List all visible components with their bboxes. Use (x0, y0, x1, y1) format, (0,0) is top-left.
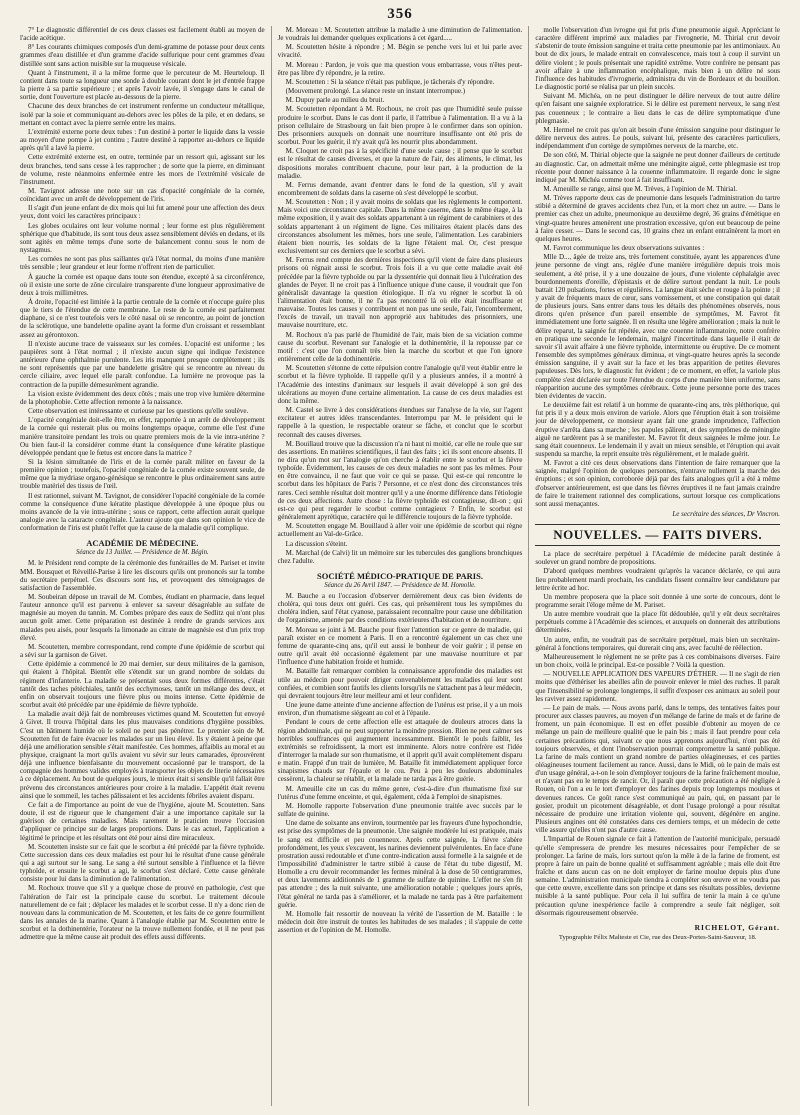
article-paragraph: M. Cloquet ne croit pas à la spécificité d'une seule cause ; il pense que le scorbut est le résultat de causes diverses, et que la nature de l'air, des aliments, le climat, les dispositions morales contribuent chacune, pour leur part, à la production de la maladie. (277, 147, 523, 180)
article-paragraph: Suivant M. Michéa, on ne peut distinguer le délire nerveux de tout autre délire qu'en faisant une saignée exploratrice. Si le délire est purement nerveux, le sang n'est pas couenneux ; le contraire a lieu dans le cas de délire symptomatique d'une phlegmasie. (535, 92, 781, 125)
article-paragraph: M. Ferrus demande, avant d'entrer dans le fond de la question, s'il y avait encombrement de soldats dans la caserne où s'est développé le scorbut. (277, 180, 523, 197)
section-rule-bottom (535, 545, 780, 546)
article-paragraph: Une dame de soixante ans environ, tourmentée par les frayeurs d'une hypochondrie, est prise des symptômes de la pneumonie. Une saignée modérée lui est pratiquée, mais le sang est difficile et peu couenneux. Après cette saignée, la fièvre s'abère profondément, les yeux s'excavent, les narines deviennent pulvérulentes. En face d'une prostration aussi redoutable et d'une contre-indication aussi formelle à la saignée et de l'impossibilité d'administrer le tartre stibié à cause de l'état du tube digestif, M. Homolle a cru devoir recommander les fermes minéral à la dose de 50 centigrammes, et deux lavements additionnés de 1 gramme de sulfate de quinine. L'effet ne s'en fit pas attendre ; des la nuit suivante, une amélioration notable ; quelques jours après, l'état général ne tarda pas à s'améliorer, et la malade ne tarda pas à être parfaitement guérie. (277, 819, 523, 909)
article-paragraph: Une jeune dame atteinte d'une ancienne affection de l'utérus est prise, il y a un mois environ, d'un rhumatisme siégeant au col et à l'épaule. (277, 701, 523, 718)
article-paragraph: La place de secrétaire perpétuel à l'Académie de médecine paraît destinée à soulever un grand nombre de propositions. (535, 550, 781, 567)
article-paragraph: M. Marchal (de Calvi) lit un mémoire sur les tubercules des ganglions bronchiques chez l'adulte. (277, 548, 523, 565)
article-paragraph: molle l'observation d'un ivrogne qui fut pris d'une pneumonie aiguë. Appréciant le caractère différent imprimé aux maladies par l'ivrognerie, M. Thirial crut devoir s'abstenir de toute émission sanguine et traita cette pneumonie par les antimoniaux. Au bout de dix jours, le malade entrait en convalescence, mais tout à coup il survint un délire violent ; le pouls présentait une rapidité extrême. Votre confrère ne pensant pas avoir affaire à une inflammation encéphalique, mais bien à un délire né sous l'influence des habitudes d'ivrognerie, administra du vin de Bordeaux et du bouillon. Le diagnostic porté se réalisa par un plein succès. (535, 26, 781, 92)
article-paragraph: M. Ferrus rend compte des dernières inspections qu'il vient de faire dans plusieurs prisons où régnait aussi le scorbut. Trois fois il a vu que cette maladie avait été précédée par la fièvre typhoïde ou par la dyssentérie qui donnait lieu à l'ulcération des glandes de Peyer. Il ne croit pas à l'influence unique d'une cause, il voudrait que l'on généralisât davantage la question étiologique. Il n'a vu régner le scorbut là où l'alimentation était bonne, il ne l'a pas rencontré là où elle était insuffisante et mauvaise. Toutes les causes y contribuent et non pas une seule, l'air, l'encombrement, l'excès de travail, un travail non approprié aux habitudes des prisonniers, une mauvaise nourriture, etc. (277, 256, 523, 330)
academy-paragraphs (20, 559, 265, 941)
article-paragraph: Un autre membre voudrait que la place fût dédoublée, qu'il y eût deux secrétaires perpétuels comme à l'Académie des sciences, et auxquels on donnerait des attributions déterminées. (535, 610, 781, 635)
article-paragraph: Chacune des deux branches de cet instrument renferme un conducteur métallique, isolé par la soie et communiquant au-dehors avec les pôles de la pile, et en dedans, se mettant en contact avec la pierre serrée entre les mains. (20, 102, 265, 127)
article-paragraph: Les globes oculaires ont leur volume normal ; leur forme est plus régulièrement sphérique que d'habitude, ils sont tous deux assez sensiblement déviés en dedans, et ils sont agités en même temps d'une sorte de balancement connu sous le nom de nystagmus. (20, 221, 265, 255)
article-paragraph: M. Soubeiran dépose un travail de M. Combes, étudiant en pharmacie, dans lequel l'auteur annonce qu'il est parvenu à enlever sa saveur désagréable au sulfate de magnésie au moyen du tannin. M. Combes prépare des eaux de Sedlitz qui n'ont plus aucun goût amer. Cette préparation est destinée à rendre de grands services aux malades peu aisés, pour lesquels la limonade au citrate de magnésie est d'un prix trop élevé. (20, 593, 265, 642)
column-1 (14, 26, 271, 1106)
article-paragraph: Mlle D..., âgée de treize ans, très fortement constituée, ayant les apparences d'une jeune personne de vingt ans, réglée d'une manière irrégulière depuis trois mois seulement, a été prise, il y a une douzaine de jours, d'une violente céphalalgie avec bourdonnements d'oreille, d'épistaxis et de délire surtout pendant la nuit. Le pouls battait 120 pulsations, fortes et régulières. La langue était sèche et rouge à la pointe ; il y avait de fréquents maux de cœur, sans vomissement, et une constipation qui datait de plusieurs jours. Sans entrer dans tous les détails des phénomènes observés, nous dirons qu'en présence d'un pareil ensemble de symptômes, M. Favrot fit immédiatement une forte saignée. Il en résulta une légère amélioration ; mais la nuit le délire reparut, la saignée fut répétée, avec une couenne inflammatoire, notre confrère en pratiqua une seconde le lendemain, malgré l'incertitude dans laquelle il était de savoir s'il avait affaire à une fièvre typhoïde, intermittente ou éruptive. De ce moment l'ensemble des symptômes généraux diminua, et vingt-quatre heures après la seconde émission sanguine, il y avait sur la face et les bras apparition de petites élevures papuleuses. Dès lors, le diagnostic fut évident ; de ce moment, en effet, la variole plus complète s'est déclarée sur toute l'étendue du corps d'une manière bien uniforme, sans réapparition aucune des symptômes cérébraux. Cette jeune personne porte des traces bien évidentes de vaccin. (535, 253, 781, 400)
article-paragraph: M. Homolle rapporte l'observation d'une pneumonie traitée avec succès par le sulfate de quinine. (277, 801, 523, 819)
article-paragraph: L'extrémité externe porte deux tubes : l'un destiné à porter le liquide dans la vessie au moyen d'une pompe à jet continu ; l'autre destiné à rapporter au-dehors ce liquide après qu'il a lavé la pierre. (20, 127, 265, 153)
article-paragraph: La vision existe évidemment des deux côtés ; mais une trop vive lumière détermine de la photophobie. Cette affection remonte à la naissance. (20, 389, 265, 406)
column-1-paragraphs (20, 26, 265, 532)
society-heading: SOCIÉTÉ MÉDICO-PRATIQUE DE PARIS. (317, 571, 483, 581)
article-paragraph: M. Scoutetten insiste sur ce fait que le scorbut a été précédé par la fièvre typhoïde. Cette succession dans ces deux maladies est pour lui le résultat d'une cause générale qui a agi surtout sur le sang. Le sang a été surtout sensible à l'influence et la fièvre typhoïde, et ensuite le scorbut a agi, le scorbut s'est déclaré. Cette cause générale consiste pour lui dans la diminution de l'alimentation. (20, 842, 265, 884)
article-paragraph: À gauche la cornée est opaque dans toute son étendue, excepté à sa circonférence, où il existe une sorte de zône circulaire transparente d'une longueur approximative de deux à trois millimètres. (20, 272, 265, 297)
article-paragraph: M. Favrot a cité ces deux observations dans l'intention de faire remarquer que la saignée, malgré l'opinion de quelques personnes, n'entrave nullement la marche des éruptions ; et son opinion, corroborée déjà par des faits analogues qu'il a été à même d'observer antérieurement, est que dans les fièvres éruptives il ne faut jamais craindre de faire le traitement rationnel des complications, surtout lorsque ces complications sont aussi menaçantes. (535, 459, 781, 508)
article-paragraph: Si la lésion simultanée de l'iris et de la cornée paraît militer en faveur de la première opinion ; toutefois, l'opacité congéniale de la cornée existe souvent seule, de même que la mydriase organo-génésique se rencontre le plus ordinairement sans autre trouble matériel des tissus de l'œil. (20, 457, 265, 491)
article-paragraph: M. Bataille fait remarquer combien la connaissance approfondie des maladies est utile au médecin pour pouvoir diriger convenablement les maladies qui leur sont confiées, et combien sont fautifs les clients lorsqu'ils ne s'attachent pas à leur médecin, qui devraient toujours être leur meilleur ami et leur confident. (277, 667, 523, 700)
academy-heading: ACADÉMIE DE MÉDECINE. (86, 538, 199, 549)
article-paragraph: D'abord quelques membres voudraient qu'après la vacance déclarée, ce qui aura lieu probablement mardi prochain, les candidats fissent connaître leur candidature par lettre écrite ad hoc. (535, 567, 781, 592)
article-paragraph: Il n'existe aucune trace de vaisseaux sur les cornées. L'opacité est uniforme ; les paupières sont à l'état normal ; il n'existe aucun signe qui indique l'existence antérieure d'une ophthalmie purulente. Les iris manquent presque complètement ; ils ne sont représentés que par une bandelette grisâtre qui se rencontre au niveau du cercle ciliaire, avec lequel elle paraît confondue. La lumière ne provoque pas la contraction de la pupille démesurément agrandie. (20, 339, 265, 389)
article-paragraph: M. Scoutetten : Non ; il y avait moins de soldats que les règlements le comportent. Mais voici une circonstance capitale. Dans la même caserne, dans le même étage, à la même exposition, il y avait des soldats appartenant à un régiment de carabiniers et des soldats appartenant à un régiment de ligne. Ces militaires étaient placés dans des circonstances absolument les mêmes, hors une seule, l'alimentation. Les carabiniers étaient bien nourris, les soldats de la ligne l'étaient mal. Or, c'est presque exclusivement sur ces derniers que le scorbut a sévi. (277, 198, 523, 256)
article-paragraph: Cette épidémie a commencé le 20 mai dernier, sur deux militaires de la garnison, qui étaient à l'hôpital. Bientôt elle s'étendit sur un grand nombre de soldats du régiment d'infanterie. La maladie se présentait sous deux formes différentes, c'était tantôt des taches pétéchiales, tantôt des ecchymoses, tantôt un mélange des deux, et enfin on observait toujours une fièvre plus ou moins intense. Cette épidémie de scorbut avait été précédée par une épidémie de fièvre typhoïde. (20, 660, 265, 710)
society-session: Séance du 26 Avril 1847. — Présidence de M. Homolle. (324, 582, 476, 589)
article-paragraph: Quant à l'instrument, il a la même forme que le percuteur de M. Heurteloup. Il contient dans toute sa longueur une sonde à double courant dont le jet d'entrée frappe la pierre à sa partie supérieure ; et après l'avoir lavée, il s'engage dans le canal de sortie, dont l'ouverture est placée au-dessous de la pierre. (20, 68, 265, 102)
article-paragraph: M. Rochoux n'a pas parlé de l'humidité de l'air, mais bien de sa viciation comme cause du scorbut. Revenant sur l'analogie et la dothinentérie, il la repousse par ce motif : c'est que l'on connaît très bien la marche du scorbut et que l'on ignore entièrement celle de la dothinentérie. (277, 330, 523, 364)
article-paragraph: Il s'agit d'un jeune enfant de dix mois qui lui fut amené pour une affection des deux yeux, dont voici les caractères principaux : (20, 204, 265, 221)
article-paragraph: M. Scoutetten hésite à répondre ; M. Bégin se penche vers lui et lui parle avec vivacité. (277, 43, 523, 60)
article-paragraph: 7° Le diagnostic différentiel de ces deux classes est facilement établi au moyen de l'acide acétique. (20, 26, 265, 43)
column-3-paragraphs (535, 26, 780, 508)
article-paragraph: Cette observation est intéressante et curieuse par les questions qu'elle soulève. (28, 407, 249, 416)
article-paragraph: M. Scoutetten engage M. Bouillaud à aller voir une épidémie de scorbut qui règne actuellement au Val-de-Grâce. (277, 522, 523, 539)
article-paragraph: La maladie avait déjà fait de nombreuses victimes quand M. Scoutetten fut envoyé à Givet. Il trouva l'hôpital dans les plus mauvaises conditions d'hygiène possibles. C'est un bâtiment humide où le soleil ne peut pas pénétrer. Le premier soin de M. Scoutetten fut de faire évacuer les malades sur un lieu élevé. Ils y étaient à peine que déjà une amélioration sensible s'était manifestée. Ces hommes, affaiblis au moral et au physique, craignant la mort qu'ils avaient vu sévir sur leurs camarades, éprouvèrent déjà une influence bienfaisante du mouvement occasionné par le transport, de la compagnie des hommes valides employés à transporter les objets de literie nécessaires à ce déplacement. Au bout de quelques jours, le mieux était si sensible qu'il fallait être prévenu des circonstances antérieures pour croire à la maladie. L'appétit était revenu ainsi que le sommeil, les taches pâlissaient et les accidents fébriles avaient disparu. (20, 710, 265, 800)
article-paragraph: M. Tavignot adresse une note sur un cas d'opacité congéniale de la cornée, coïncidant avec un arrêt de développement de l'iris. (20, 186, 265, 204)
article-paragraph: M. Rochoux trouve que s'il y a quelque chose de prouvé en pathologie, c'est que l'altération de l'air est la principale cause du scorbut. Le traitement découle naturellement de ce fait ; déplacer les malades et le scorbut cesse. Il n'y a donc rien de nouveau dans la communication de M. Scoutetten, et les faits de ce genre fourmillent dans les annales de la marine. Quant à l'analogie établie par M. Scoutetten entre le scorbut et la dothinentérie, l'orateur ne la trouve nullement fondée, et il ne peut pas admettre que la même cause ait produit des effets aussi différents. (20, 884, 265, 942)
article-paragraph: M. Moreau : M. Scoutetten attribue la maladie à une diminution de l'alimentation. Je voudrais lui demander quelques explications à cet égard..... (277, 26, 523, 43)
news-heading: NOUVELLES. — FAITS DIVERS. (553, 527, 763, 543)
article-paragraph: M. Scoutetten : Si la séance n'était pas publique, je tâcherais d'y répondre. (285, 77, 495, 86)
article-paragraph: M. Moreau : Pardon, je vois que ma question vous embarrasse, vous n'êtes peut-être pas libre d'y répondre, je la retire. (277, 60, 523, 77)
article-paragraph: Il est rationnel, suivant M. Tavignot, de considérer l'opacité congéniale de la cornée comme la conséquence d'une kératite plastique développée à une époque plus ou moins avancée de la vie intra-utérine ; sous ce rapport, cette affection aurait quelque analogie avec la cataracte congéniale. L'auteur ajoute que dans son opinion le vice de conformation de l'iris est plutôt l'effet que la cause de la maladie qu'il complique. (20, 491, 265, 533)
column-3 (528, 26, 786, 1106)
article-paragraph: Les cornées ne sont pas plus saillantes qu'à l'état normal, du moins d'une manière très sensible ; leur grandeur et leur forme n'offrent rien de particulier. (20, 255, 265, 272)
article-paragraph: Un autre, enfin, ne voudrait pas de secrétaire perpétuel, mais bien un secrétaire-général à fonctions temporaires, qui durerait cinq ans, avec faculté de réélection. (535, 635, 781, 652)
article-paragraph: M. Scoutetten, membre correspondant, rend compte d'une épidémie de scorbut qui a sévi sur la garnison de Givet. (20, 642, 265, 660)
section-rule-top (535, 524, 780, 525)
article-paragraph: Cette extrémité externe est, en outre, terminée par un ressort qui, agissant sur les deux branches, tend sans cesse à les rapprocher ; de sorte que la pierre, en diminuant de volume, reste néanmoins enfermée entre les mors de l'extrémité vésicale de l'instrument. (20, 153, 265, 186)
secretary-signature: Le secrétaire des séances, Dr Vincron. (672, 510, 781, 519)
article-paragraph: M. Favrot communique les deux observations suivantes : (543, 244, 705, 253)
article-paragraph: Un membre proposera que la place soit donnée à une sorte de concours, dont le programme serait l'éloge même de M. Pariset. (535, 592, 781, 609)
article-paragraph: M. Scoutetten s'étonne de cette répulsion contre l'analogie qu'il veut établir entre le scorbut et la fièvre typhoïde. Il rappelle qu'il y a plusieurs années, il a montré à l'Académie des intestins d'animaux sur lesquels il avait développé à son gré des ulcérations au moyen d'une certaine alimentation. La cause de ces deux maladies est donc la même. (277, 364, 523, 405)
article-paragraph: De son côté, M. Thirial objecte que la saignée ne peut donner d'ailleurs de certitude au diagnostic. Car, on admettait même une méningite aiguë, cette phlegmasie est trop récente pour donner naissance à la couenne inflammatoire. Il regarde donc le signe indiqué par M. Michéa comme tout à fait insuffisant. (535, 151, 781, 184)
printer-name: RICHELOT, Gérant. (694, 922, 781, 932)
article-paragraph: À droite, l'opacité est limitée à la partie centrale de la cornée et n'occupe guère plus que le tiers de l'étendue de cette membrane. Le reste de la cornée est parfaitement diaphane, si ce n'est toutefois vers le côté nasal où se rencontre, au point de jonction de la sclérotique, une bandelette opaline ayant la forme d'un croissant et ressemblant assez au gérontoxon. (20, 298, 265, 339)
article-paragraph: L'opacité congéniale doit-elle être, en effet, rapportée à un arrêt de développement de la cornée qui resterait plus ou moins longtemps opaque, comme elle l'est d'une manière transitoire pendant les trois ou quatre premiers mois de la vie intra-utérine ? Ou bien faut-il la considérer comme étant la conséquence d'une kératite plastique développée pendant que le fœtus est encore dans la matrice ? (20, 416, 265, 457)
imprint-line: Typographie Félix Malteste et Cie, rue des Deux-Portes-Saint-Sauveur, 18. (558, 933, 757, 941)
article-paragraph: M. Bauche a eu l'occasion d'observer dernièrement deux cas bien évidents de choléra, qui tous deux ont guéri. Ces cas, qui présentèrent tous les symptômes du choléra indien, sauf l'état cyanose, paraissaient reconnaître pour cause une débilitation de l'organisme, amenée par des conditions extérieures d'habitation et de nourriture. (277, 592, 523, 625)
article-paragraph: L'Impartial de Rouen signale ce fait à l'attention de l'autorité municipale, persuadé qu'elle s'empressera de prendre les mesures nécessaires pour l'empêcher de se prolonger. La farine de maïs, lors surtout qu'on la mêle à de la farine de froment, est propre à faire un pain de bonne qualité et suffisamment agréable ; mais elle doit être fraîche et dans aucun cas on ne doit employer de farine moulue depuis plus d'une semaine. L'administration municipale tiendra à compléter son œuvre et ne voudra pas que cette œuvre, excellente dans son principe et dans ses résultats possibles, devienne nuisible à la santé publique. Pour cela il lui suffira de tenir la main à ce qu'une précaution qu'une inexpérience facile à comprendre a seule fait négliger, soit désormais rigoureusement observée. (535, 835, 781, 917)
article-paragraph: La discussion s'éteint. (285, 539, 348, 548)
society-paragraphs (278, 592, 523, 934)
article-paragraph: M. Castel se livre à des considérations étendues sur l'analyse de la vie, sur l'agent excitateur et autres idées transcendantes. Interrompu par M. le président qui le rappelle à la question, le respectable orateur se fâche, et conclut que le scorbut reconnaît des causes diverses. (277, 406, 523, 439)
academy-session: Séance du 13 Juillet. — Présidence de M. Bégin. (75, 549, 209, 557)
article-paragraph: M. Moreau se joint à M. Bauche pour fixer l'attention sur ce genre de maladie, qui paraît exister en ce moment à Paris. Il en a rencontré également un cas chez une femme de quarante-cinq ans, qu'il eut aussi le bonheur de voir guérir ; il pense en outre qu'il avait été occasionné également par une mauvaise nourriture et par l'influence d'une habitation froide et humide. (277, 625, 523, 667)
article-paragraph: M. Ameuille se range, ainsi que M. Trèves, à l'opinion de M. Thirial. (543, 184, 738, 193)
article-paragraph: Pendant le cours de cette affection elle est attaquée de douleurs atroces dans la région abdominale, qui ne peut supporter la moindre pression. Rien ne peut calmer ses horribles souffrances qui augmentent incessamment. Bientôt le pouls faiblit, les extrémités se refroidissent, la mort est imminente. Alors notre confrère est l'idée d'interroger la malade sur son rhumatisme, et il apprit qu'il avait complètement disparu e matin. Frappé d'un trait de lumière, M. Bataille fit immédiatement appliquer force sinapismes chauds sur l'épaule et le cou. Peu à peu les douleurs abdominales cessèrent, la chaleur se rétablit, et la malade ne tarda pas à être guérie. (277, 718, 523, 784)
article-paragraph: — NOUVELLE APPLICATION DES VAPEURS D'ÉTHER. — Il ne s'agit de rien moins que d'éthériser les abeilles afin de pouvoir enlever le miel des ruches. Il paraît que l'insensibilité se prolonge longtemps, il suffit d'exposer ces animaux au soleil pour les raviver assez rapidement. (535, 670, 781, 703)
article-paragraph: Malheureusement le règlement ne se prête pas à ces combinaisons diverses. Faire un bon choix, voilà le principal. Est-ce possible ? Voilà la question. (535, 652, 781, 670)
column-2 (271, 26, 529, 1106)
column-2-paragraphs (278, 26, 523, 565)
article-paragraph: Ce fait a de l'importance au point de vue de l'hygiène, ajoute M. Scoutetten. Sans doute, il est de rigueur que le changement d'air a une importance capitale sur la guérison de certaines maladies. Mais rarement le praticien trouve l'occasion d'appliquer ce principe sur de larges proportions. Dans le cas actuel, l'application a légitimé le principe et les résultats ont été pour ainsi dire miraculeux. (20, 800, 265, 842)
article-paragraph: 8° Les courants chimiques composés d'un demi-gramme de potasse pour deux cents grammes d'eau distillée et d'un gramme d'acide sulfurique pour cent grammes d'eau distillée sont sans action nuisible sur la muqueuse vésicale. (20, 43, 265, 68)
article-paragraph: M. le Président rend compte de la cérémonie des funérailles de M. Pariset et invite MM. Bousquet et Réveillé-Parise à lire les discours qu'ils ont prononcés sur la tombe du secrétaire perpétuel. Ces discours sont lus, et provoquent des témoignages de satisfaction de l'assemblée. (20, 559, 265, 592)
article-paragraph: — Le pain de maïs. — Nous avons parlé, dans le temps, des tentatives faites pour procurer aux classes pauvres, au moyen d'un mélange de farine de maïs et de farine de froment, un pain économique. Il est en effet possible d'obtenir au moyen de ce mélange un pain de meilleure qualité que le pain bis ; mais il faut prendre pour cela certaines précautions qui, suivant ce que nous apprenons aujourd'hui, n'ont pas été toujours observées, et dont l'inobservation pourrait compromettre la santé publique. La farine de maïs contient un grand nombre de parties oléagineuses, et ces parties oléagineuses tournent facilement au rance. Aussi, dans le Midi, où le pain de maïs est d'un usage général, a-t-on le soin d'employer toujours de la farine fraîchement moulue, et n'ayant pas eu le temps de rancir. Or, il paraît que cette précaution a été négligée à Rouen, où l'on a eu le tort d'employer des farines depuis trop longtemps moulues et devenues rances. Ce goût rance s'est communiqué au pain, qui, en passant par le gosier, produit un picotement désagréable, et dont l'usage prolongé a pour résultat nécessaire de produire une irritation violente qui, souvent, dégénère en angine. Plusieurs angines ont été constatées dans ces derniers temps, et un médecin de cette ville assure qu'elles n'ont pas d'autre cause. (535, 703, 781, 835)
article-paragraph: Le deuxième fait est relatif à un homme de quarante-cinq ans, très pléthorique, qui fut pris il y a deux mois environ de variole. Alors que l'éruption était à son troisième jour de développement, ce monsieur ayant fait une grande imprudence, l'affection éruptive s'arrêta dans sa marche ; les papules pâlirent, et des symptômes de méningite aiguë ne tardèrent pas à se manifester. M. Favrot fit deux saignées le même jour. Le sang était couenneux. Le lendemain il y avait un mieux sensible, et l'éruption qui avait suspendu sa marche, la reprit ensuite très régulièrement, et le malade guérit. (535, 401, 781, 458)
article-paragraph: M. Homolle fait ressortir de nouveau la vérité de l'assertion de M. Bataille : le médecin doit être instruit de toutes les habitudes de ses malades ; il s'appuie de cette assertion et de l'opinion de M. Homolle. (277, 909, 523, 935)
article-paragraph: M. Trèves rapporte deux cas de pneumonie dans lesquels l'administration du tartre stibié a déterminé de graves accidents chez l'un, et la mort chez un autre. — Dans le premier cas chez un adulte, pneumonique au deuxième degré, 36 grains d'émétique en vingt-quatre heures amenèrent une prostration excessive, qu'on eut beaucoup de peine à faire cesser. — Dans le second cas, 10 grains chez un enfant entraînèrent la mort en quelques heures. (535, 194, 781, 243)
article-paragraph: M. Bouillaud trouve que la discussion n'a ni haut ni moitié, car elle ne roule que sur des assertions. En matières scientifiques, il faut des faits ; ici ils sont encore absents. Il ne dira qu'un mot sur l'analogie qu'on cherche à établir entre le scorbut et la fièvre typhoïde. Évidemment, les causes de ces deux maladies ne sont pas les mêmes. Pour en être convaincu, il ne faut que voir ce qui se passe. Qui est-ce qui rencontre le scorbut dans les hôpitaux de Paris ? Personne, et ce n'est donc des circonstances très rares. Ceci semble résultat doit montrer qu'il y a une énorme différence dans l'étiologie de ces deux affections. Autre chose : la fièvre typhoïde est contagieuse, dit-on ; qui est-ce qui peut regarder le scorbut comme contagieux ? Enfin, le scorbut est généralement apyrétique, caractère qui le différencie toujours de la fièvre typhoïde. (277, 439, 523, 522)
news-paragraphs (535, 550, 780, 917)
article-paragraph: M. Ameuille cite un cas du même genre, c'est-à-dire d'un rhumatisme fixé sur l'utérus d'une femme enceinte, et qui, également, céda à l'emploi de sinapismes. (277, 784, 523, 801)
article-paragraph: (Mouvement prolongé. La séance reste un instant interrompue.) (285, 87, 466, 96)
columns (14, 26, 786, 1106)
article-paragraph: M. Scoutetten répondant à M. Rochoux, ne croit pas que l'humidité seule puisse produire le scorbut. Dans le cas dont il parle, il l'attribue à l'alimentation. Il a vu à la prison cellulaire de Strasbourg un fait bien propre à le confirmer dans son opinion. Des prisonniers auxquels on donnait une nourriture insuffisante ont été pris de scorbut. Pour les guérir, il n'y avait qu'à les nourrir plus abondamment. (277, 105, 523, 147)
page-number: 356 (387, 6, 413, 22)
article-paragraph: M. Hermel ne croit pas qu'on ait besoin d'une émission sanguine pour distinguer le délire nerveux des autres. Le pouls, suivant lui, présente des caractères particuliers, indépendamment d'un cortège de symptômes nerveux de la marche, etc. (535, 125, 781, 151)
article-paragraph: M. Dupuy parle au milieu du bruit. (285, 96, 385, 105)
